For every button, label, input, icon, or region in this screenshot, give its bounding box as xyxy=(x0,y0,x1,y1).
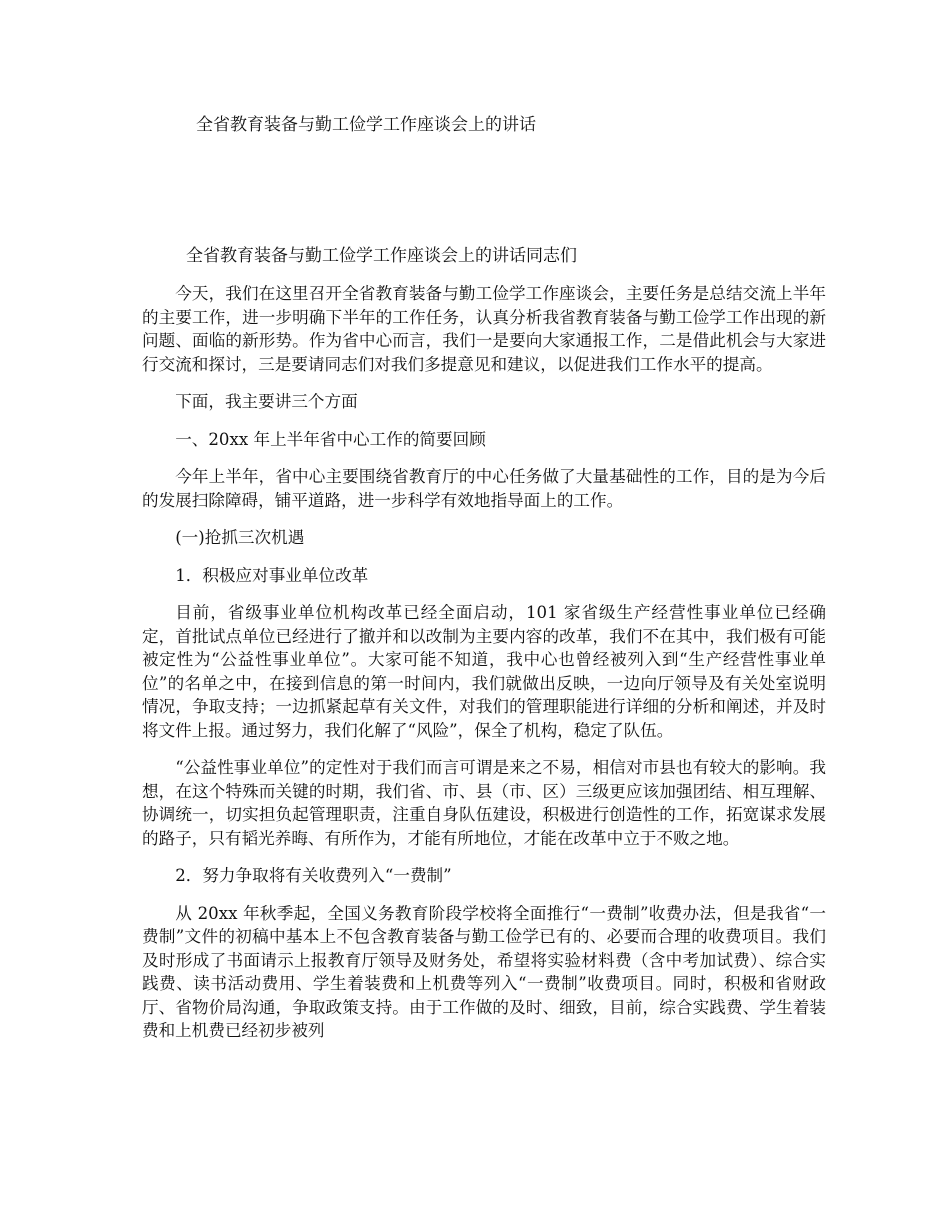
paragraph-fees: 从 20xx 年秋季起，全国义务教育阶段学校将全面推行“一费制”收费办法，但是我省“一费制”文件的初稿中基本上不包含教育装备与勤工俭学已有的、必要而合理的收费项目。我们及时形成了书面请示上报教育厅领导及财务处，希望将实验材料费（含中考加试费）、综合实践费、读书活动费用、学生着装费和上机费等列入“一费制”收费项目。同时，积极和省财政厅、省物价局沟通，争取政策支持。由于工作做的及时、细致，目前，综合实践费、学生着装费和上机费已经初步被列 xyxy=(142,903,826,1040)
paragraph-reform: 目前，省级事业单位机构改革已经全面启动，101 家省级生产经营性事业单位已经确定，首批试点单位已经进行了撤并和以改制为主要内容的改革，我们不在其中，我们极有可能被定性为“公益性事业单位”。大家可能不知道，我中心也曾经被列入到“生产经营性事业单位”的名单之中，在接到信息的第一时间内，我们就做出反映，一边向厅领导及有关处室说明情况，争取支持；一边抓紧起草有关文件，对我们的管理职能进行详细的分析和阐述，并及时将文件上报。通过努力，我们化解了“风险”，保全了机构，稳定了队伍。 xyxy=(142,603,826,740)
document-body xyxy=(142,282,826,1043)
section-heading-review: 一、20xx 年上半年省中心工作的简要回顾 xyxy=(175,429,486,449)
document-subtitle: 全省教育装备与勤工俭学工作座谈会上的讲话同志们 xyxy=(186,246,577,266)
item-heading-fees: 2．努力争取将有关收费列入“一费制” xyxy=(175,866,452,885)
paragraph-review-summary: 今年上半年，省中心主要围绕省教育厅的中心任务做了大量基础性的工作，目的是为今后的发展扫除障碍，铺平道路，进一步科学有效地指导面上的工作。 xyxy=(142,467,826,510)
document-title: 全省教育装备与勤工俭学工作座谈会上的讲话 xyxy=(196,115,536,135)
paragraph-outline-heading: 下面，我主要讲三个方面 xyxy=(175,392,358,411)
paragraph-intro: 今天，我们在这里召开全省教育装备与勤工俭学工作座谈会，主要任务是总结交流上半年的主要工作，进一步明确下半年的工作任务，认真分析我省教育装备与勤工俭学工作出现的新问题、面临的新形势。作为省中心而言，我们一是要向大家通报工作，二是借此机会与大家进行交流和探讨，三是要请同志们对我们多提意见和建议，以促进我们工作水平的提高。 xyxy=(142,284,826,374)
item-heading-reform: 1．积极应对事业单位改革 xyxy=(175,565,369,585)
subsection-heading-opportunities: (一)抢抓三次机遇 xyxy=(175,528,305,547)
paragraph-public-welfare: “公益性事业单位”的定性对于我们而言可谓是来之不易，相信对市县也有较大的影响。我想，在这个特殊而关键的时期，我们省、市、县（市、区）三级更应该加强团结、相互理解、协调统一，切实担负起管理职责，注重自身队伍建设，积极进行创造性的工作，拓宽谋求发展的路子，只有韬光养晦、有所作为，才能有所地位，才能在改革中立于不败之地。 xyxy=(142,758,826,848)
